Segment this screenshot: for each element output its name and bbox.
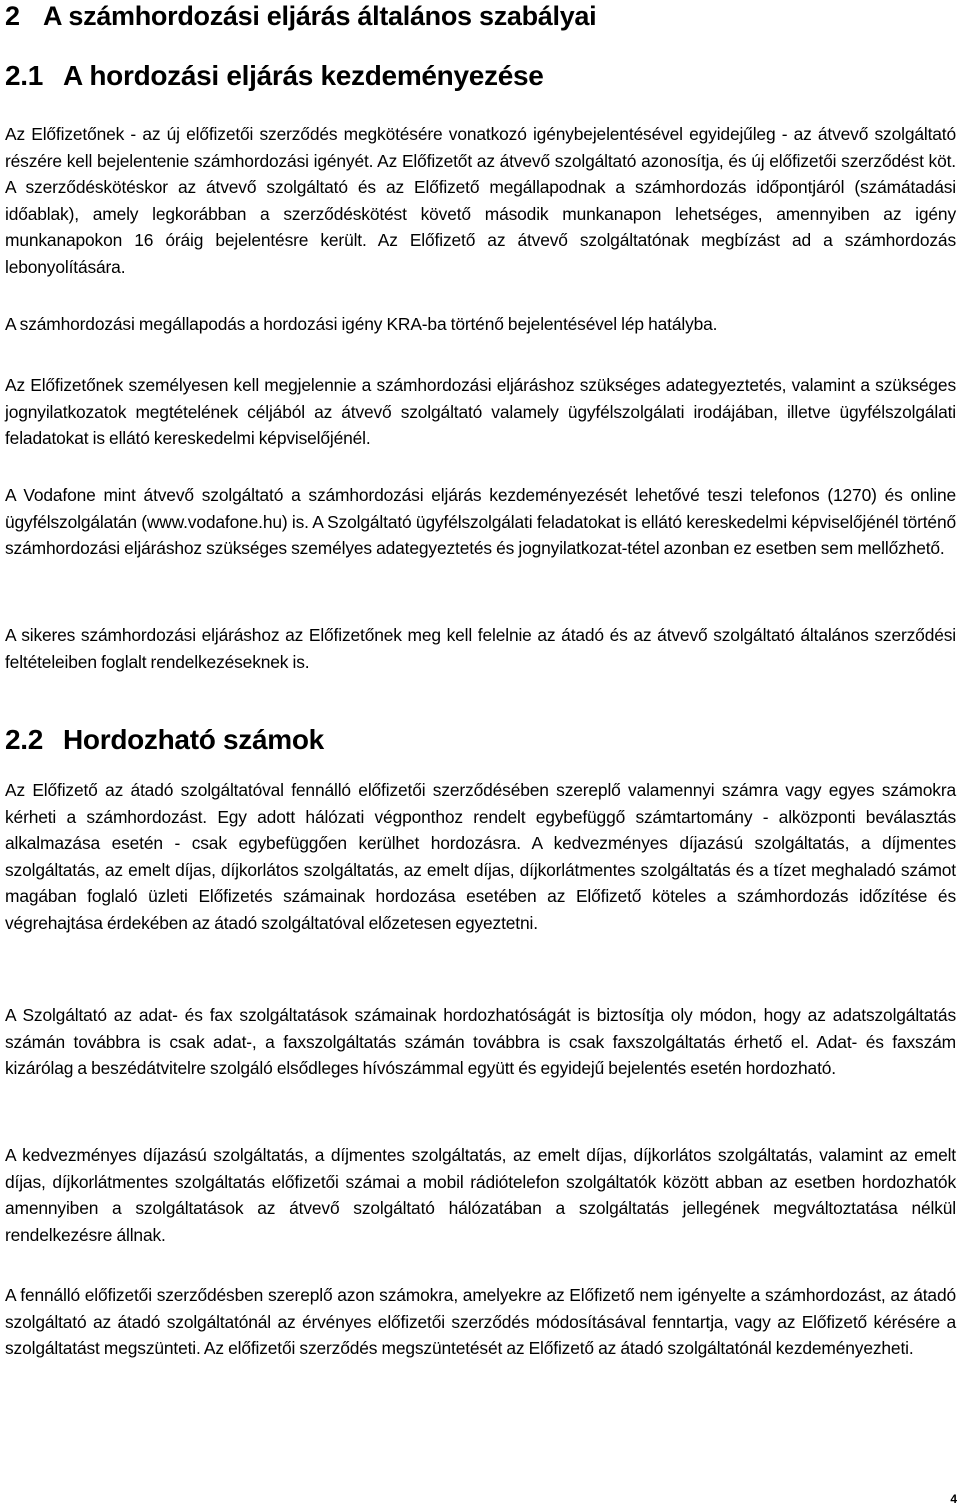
section-title: A számhordozási eljárás általános szabályai [43, 1, 597, 31]
paragraph: Az Előfizetőnek - az új előfizetői szerződés megkötésére vonatkozó igénybejelentésével egyidejűleg - az átvevő szolgáltató részére kell bejelentenie számhordozási igényét. Az Előfizetőt az átvevő szolgáltató azonosítja, és új előfizetői szerződést köt. A szerződéskötéskor az átvevő szolgáltató és az Előfizető megállapodnak a számhordozás időpontjáról (számátadási időablak), amely legkorábban a szerződéskötést követő második munkanapon lehetséges, amennyiben az igény munkanapokon 16 óráig bejelentésre került. Az Előfizető az átvevő szolgáltatónak megbízást ad a számhordozás lebonyolítására. [5, 124, 956, 277]
paragraph: A számhordozási megállapodás a hordozási igény KRA-ba történő bejelentésével lép hatályba. [5, 314, 718, 334]
paragraph: Az Előfizetőnek személyesen kell megjelennie a számhordozási eljáráshoz szükséges adategyeztetés, valamint a szükséges jognyilatkozatok megtételének céljából az átvevő szolgáltató valamely ügyfélszolgálati irodájában, illetve ügyfélszolgálati feladatokat is ellátó kereskedelmi képviselőjénél. [5, 375, 956, 449]
subsection-heading [5, 724, 324, 756]
section-heading [5, 0, 596, 32]
paragraph: A Szolgáltató az adat- és fax szolgáltatások számainak hordozhatóságát is biztosítja oly módon, hogy az adatszolgáltatás számán továbbra is csak adat-, a faxszolgáltatás számán továbbra is csak faxszolgáltatás érhető el. Adat- és faxszám kizárólag a beszédátvitelre szolgáló elsődleges hívószámmal együtt és egyidejű bejelentés esetén hordozható. [5, 1005, 956, 1079]
subsection-number: 2.2 [5, 724, 44, 755]
subsection-title: Hordozható számok [63, 724, 324, 755]
paragraph: A kedvezményes díjazású szolgáltatás, a díjmentes szolgáltatás, az emelt díjas, díjkorlátos szolgáltatás, valamint az emelt díjas, díjkorlátmentes szolgáltatás előfizetői számai a mobil rádiótelefon szolgáltatók között abban az esetben hordozhatók amennyiben a szolgáltatások az átvevő szolgáltató hálózatában a szolgáltatás jellegének megváltoztatása nélkül rendelkezésre állnak. [5, 1145, 956, 1245]
paragraph: Az Előfizető az átadó szolgáltatóval fennálló előfizetői szerződésében szereplő valamennyi számra vagy egyes számokra kérheti a számhordozást. Egy adott hálózati végponthoz rendelt egybefüggő számtartomány - alközponti beválasztás alkalmazása esetén - csak egybefüggően kerülhet hordozásra. A kedvezményes díjazású szolgáltatás, a díjmentes szolgáltatás, az emelt díjas, díjkorlátos szolgáltatás, az emelt díjas, díjkorlátmentes szolgáltatás és a tízet meghaladó számot magában foglaló üzleti Előfizetés számainak hordozása esetében az Előfizető köteles a számhordozás időzítése és végrehajtása érdekében az átadó szolgáltatóval előzetesen egyeztetni. [5, 780, 956, 933]
paragraph: A fennálló előfizetői szerződésben szereplő azon számokra, amelyekre az Előfizető nem igényelte a számhordozást, az átadó szolgáltató az átadó szolgáltatónál az érvényes előfizetői szerződés módosításával fenntartja, vagy az Előfizető kérésére a szolgáltatást megszünteti. Az előfizetői szerződés megszüntetését az Előfizető az átadó szolgáltatónál kezdeményezheti. [5, 1285, 956, 1359]
subsection-heading [5, 60, 544, 92]
subsection-title: A hordozási eljárás kezdeményezése [63, 60, 544, 91]
page-number: 4 [950, 1492, 957, 1506]
paragraph: A sikeres számhordozási eljáráshoz az Előfizetőnek meg kell felelnie az átadó és az átvevő szolgáltató általános szerződési feltételeiben foglalt rendelkezéseknek is. [5, 625, 956, 672]
paragraph: A Vodafone mint átvevő szolgáltató a számhordozási eljárás kezdeményezését lehetővé teszi telefonos (1270) és online ügyfélszolgálatán (www.vodafone.hu) is. A Szolgáltató ügyfélszolgálati feladatokat is ellátó kereskedelmi képviselőjénél történő számhordozási eljáráshoz szükséges személyes adategyeztetés és jognyilatkozat-tétel azonban ez esetben sem mellőzhető. [5, 485, 956, 559]
subsection-number: 2.1 [5, 60, 44, 91]
section-number: 2 [5, 1, 20, 31]
